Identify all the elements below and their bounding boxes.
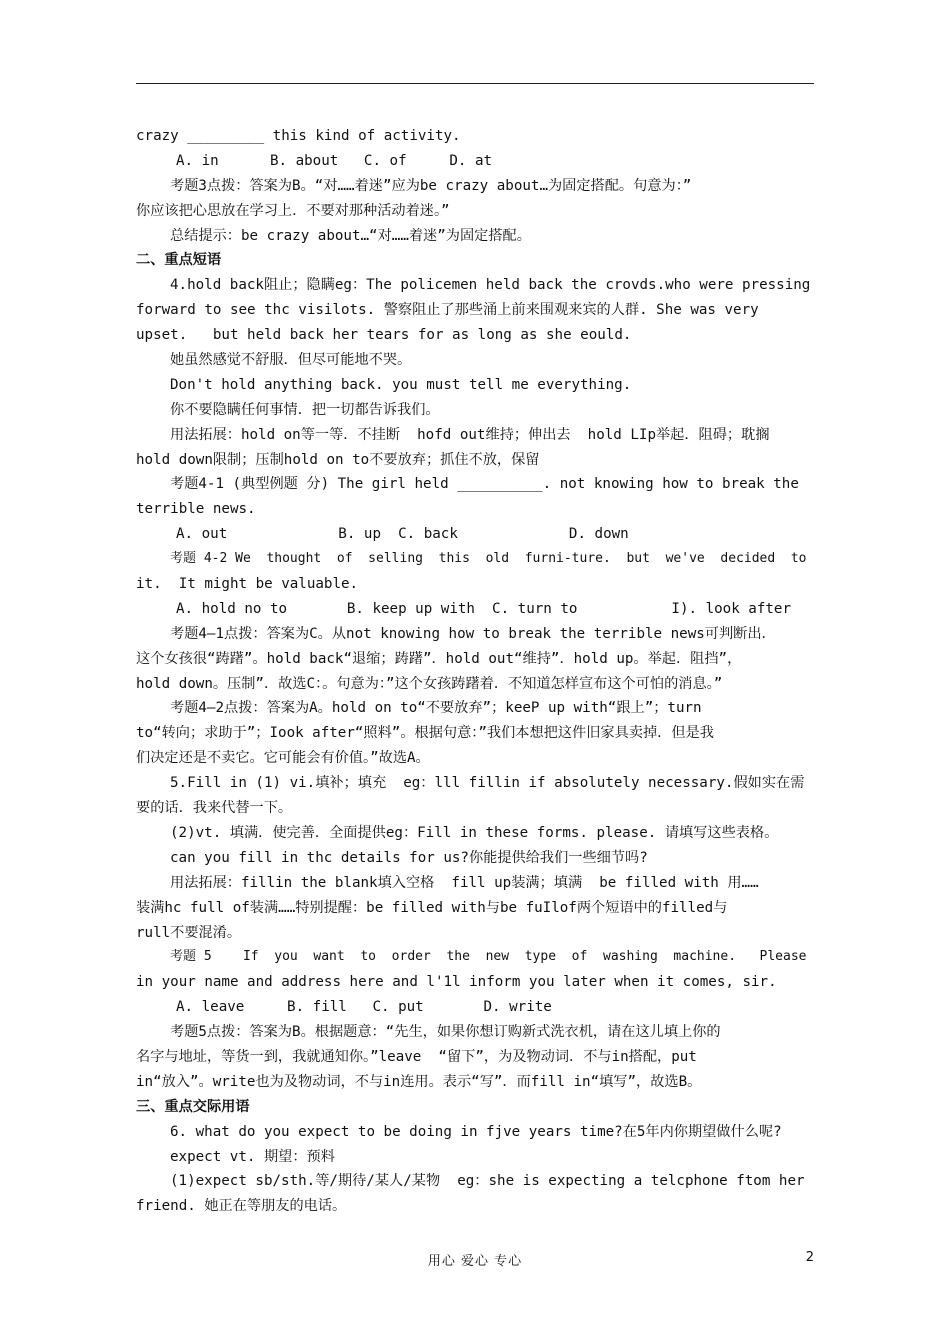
text-line: in“放入”。write也为及物动词，不与in连用。表示“写”．而fill in“填写”，故选B。 <box>136 1073 702 1090</box>
text-line: 用法拓展：fillin the blank填入空格 fill up装满；填满 be filled with 用…… <box>170 874 759 891</box>
text-line: terrible news. <box>136 501 256 518</box>
text-line: hold down。压制”．故选C：。句意为：”这个女孩踌躇着．不知道怎样宣布这个可怕的消息。” <box>136 675 723 692</box>
text-line: expect vt. 期望：预料 <box>170 1148 335 1165</box>
text-line: 6. what do you expect to be doing in fjve years time?在5年内你期望做什么呢? <box>170 1123 782 1140</box>
text-line: 5.Fill in (1) vi.填补；填充 eg：lll fillin if absolutely necessary.假如实在需 <box>170 775 805 792</box>
text-line: rull不要混淆。 <box>136 924 242 941</box>
text-line: in your name and address here and l'1l inform you later when it comes, sir. <box>136 974 777 991</box>
text-line: A. out B. up C. back D. down <box>176 526 629 543</box>
footer-slogan: 用心 爱心 专心 <box>427 1254 523 1269</box>
text-line: A. leave B. fill C. put D. write <box>176 999 552 1016</box>
document-body <box>136 124 814 1219</box>
text-line: 考题 4-2 We thought of selling this old furni-ture. but we've decided to <box>170 551 807 567</box>
text-line: 考题4—1点拨：答案为C。从not knowing how to break the terrible news可判断出． <box>170 625 776 642</box>
text-line: 总结提示：be crazy about…“对……着迷”为固定搭配。 <box>170 227 531 244</box>
text-line: 考题4—2点拨：答案为A。hold on to“不要放弃”；keeP up with“跟上”；turn <box>170 700 702 717</box>
section-heading: 三、重点交际用语 <box>136 1098 250 1115</box>
text-line: A. in B. about C. of D. at <box>176 152 493 169</box>
text-line: upset. but held back her tears for as long as she eould. <box>136 327 632 344</box>
text-line: forward to see thc visilots. 警察阻止了那些涌上前来围观来宾的人群. She was very <box>136 302 759 319</box>
page-footer <box>0 1247 950 1271</box>
text-line: 考题5点拨：答案为B。根据题意：“先生，如果你想订购新式洗衣机，请在这儿填上你的 <box>170 1024 721 1041</box>
text-line: friend. 她正在等朋友的电话。 <box>136 1198 347 1215</box>
text-line: Don't hold anything back. you must tell me everything. <box>170 376 632 393</box>
header-rule <box>136 83 814 84</box>
text-line: it. It might be valuable. <box>136 576 359 593</box>
text-line: to“转向；求助于”；Iook after“照料”。根据句意：”我们本想把这件旧家具卖掉．但是我 <box>136 725 714 742</box>
text-line: 你不要隐瞒任何事情．把一切都告诉我们。 <box>170 401 440 418</box>
text-line: 考题 5 If you want to order the new type of washing machine. Please <box>170 949 807 965</box>
text-line: can you fill in thc details for us?你能提供给我们一些细节吗? <box>170 849 648 866</box>
page-number: 2 <box>805 1250 814 1265</box>
text-line: hold down限制；压制hold on to不要放弃；抓住不放，保留 <box>136 451 540 468</box>
text-line: 要的话．我来代替一下。 <box>136 800 293 817</box>
text-line: 名字与地址，等货一到，我就通知你。”leave “留下”，为及物动词．不与in搭配，put <box>136 1048 697 1065</box>
text-line: 们决定还是不卖它。它可能会有价值。”故选A。 <box>136 750 430 767</box>
text-line: (2)vt. 填满．使完善．全面提供eg：Fill in these forms. please. 请填写这些表格。 <box>170 824 779 841</box>
text-line: 考题3点拨：答案为B。“对……着迷”应为be crazy about…为固定搭配。句意为：” <box>170 177 692 194</box>
text-line: 4.hold back阻止；隐瞒eg：The policemen held back the crovds.who were pressing <box>170 277 811 294</box>
text-line: 你应该把心思放在学习上．不要对那种活动着迷。” <box>136 202 450 219</box>
text-line: 她虽然感觉不舒服．但尽可能地不哭。 <box>170 352 412 369</box>
text-line: 这个女孩很“踌躇”。hold back“退缩；踌躇”．hold out“维持”．hold up。举起．阻挡”， <box>136 650 742 667</box>
text-line: 考题4-1 (典型例题 分) The girl held __________. not knowing how to break the <box>170 476 799 493</box>
text-line: 装满hc full of装满……特别提醒：be filled with与be fuIlof两个短语中的filled与 <box>136 899 728 916</box>
text-line: crazy _________ this kind of activity. <box>136 128 461 144</box>
text-line: 用法拓展：hold on等一等．不挂断 hofd out维持；伸出去 hold LIp举起．阻碍；耽搁 <box>170 426 770 443</box>
section-heading: 二、重点短语 <box>136 252 222 269</box>
text-line: (1)expect sb/sth.等/期待/某人/某物 eg：she is expecting a telcphone ftom her <box>170 1173 805 1190</box>
text-line: A. hold no to B. keep up with C. turn to I). look after <box>176 600 791 617</box>
